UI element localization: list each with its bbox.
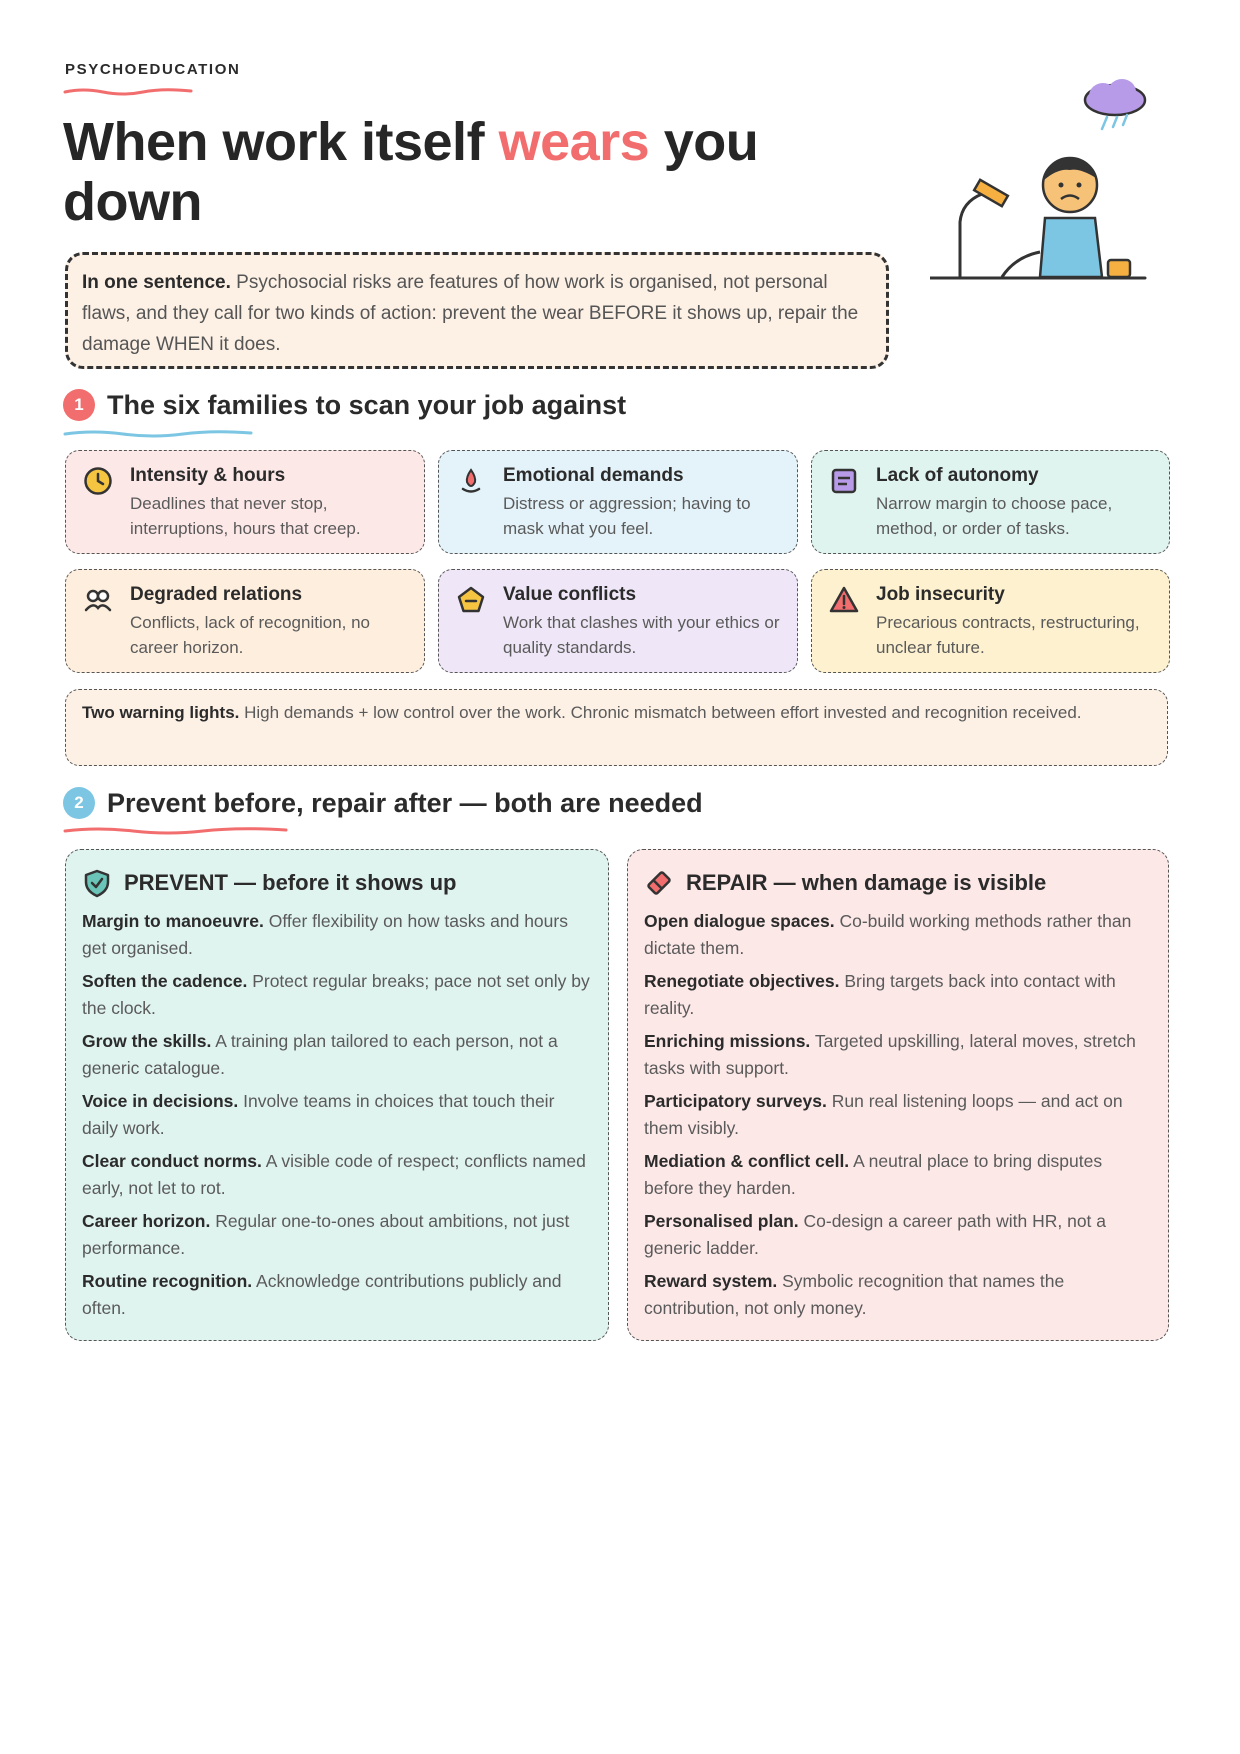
card-title: Emotional demands <box>503 465 684 486</box>
section-1-number: 1 <box>63 389 95 421</box>
repair-item: Mediation & conflict cell. A neutral place to bring disputes before they harden. <box>644 1151 1103 1198</box>
warning-lead: Two warning lights. <box>82 703 240 722</box>
card-title: Value conflicts <box>503 584 637 605</box>
repair-panel-header <box>644 868 1152 898</box>
card-title: Job insecurity <box>876 584 1005 605</box>
eyebrow-label: PSYCHOEDUCATION <box>65 61 241 78</box>
family-card-intensity <box>65 450 425 554</box>
mask-icon <box>455 465 487 497</box>
card-title: Degraded relations <box>130 584 303 605</box>
clock-icon <box>82 465 114 497</box>
section-2-number: 2 <box>63 787 95 819</box>
summary-text: Psychosocial risks are features of how work is organised, not personal flaws, and they call for two kinds of action: prevent the wear BEFORE it shows up, repair the damage WHEN it does. <box>82 272 859 355</box>
person-figure <box>1040 158 1102 277</box>
card-body: Narrow margin to choose pace, method, or order of tasks. <box>876 494 1113 538</box>
card-body: Work that clashes with your ethics or quality standards. <box>503 613 780 657</box>
page-title <box>63 112 883 232</box>
repair-item: Reward system. Symbolic recognition that names the contribution, not only money. <box>644 1271 1065 1318</box>
family-card-values <box>438 569 798 673</box>
summary-box <box>65 252 889 369</box>
summary-lead: In one sentence. <box>82 272 231 293</box>
repair-item: Renegotiate objectives. Bring targets back into contact with reality. <box>644 971 1116 1018</box>
repair-item: Personalised plan. Co-design a career path with HR, not a generic ladder. <box>644 1211 1107 1258</box>
section-2-title: Prevent before, repair after — both are needed <box>107 787 703 818</box>
card-body: Distress or aggression; having to mask what you feel. <box>503 494 751 538</box>
rain-cloud-icon <box>1085 79 1145 129</box>
family-card-autonomy <box>811 450 1170 554</box>
desk-lamp-icon <box>960 180 1008 277</box>
repair-item: Open dialogue spaces. Co-build working methods rather than dictate them. <box>644 911 1132 958</box>
repair-item: Participatory surveys. Run real listening loops — and act on them visibly. <box>644 1091 1123 1138</box>
section-2-heading <box>63 787 703 819</box>
repair-item: Enriching missions. Targeted upskilling, lateral moves, stretch tasks with support. <box>644 1031 1136 1078</box>
prevent-item: Soften the cadence. Protect regular breaks; pace not set only by the clock. <box>82 971 590 1018</box>
section-1-title: The six families to scan your job against <box>107 389 627 420</box>
clipboard-icon <box>828 465 860 497</box>
prevent-item: Routine recognition. Acknowledge contributions publicly and often. <box>82 1271 562 1318</box>
people-icon <box>82 584 114 616</box>
eyebrow-underline <box>63 87 193 97</box>
card-body: Conflicts, lack of recognition, no career horizon. <box>130 613 371 657</box>
prevent-item: Voice in decisions. Involve teams in choices that touch their daily work. <box>82 1091 555 1138</box>
section-1-underline <box>63 429 253 439</box>
prevent-item: Grow the skills. A training plan tailored to each person, not a generic catalogue. <box>82 1031 558 1078</box>
card-title: Lack of autonomy <box>876 465 1039 486</box>
stressed-worker-illustration <box>930 72 1160 292</box>
title-part-2: you down <box>63 112 759 232</box>
family-card-emotional <box>438 450 798 554</box>
prevent-panel <box>65 849 609 1341</box>
family-card-insecurity <box>811 569 1170 673</box>
title-accent: wears <box>498 112 650 172</box>
repair-panel <box>627 849 1169 1341</box>
card-body: Precarious contracts, restructuring, unclear future. <box>876 613 1140 657</box>
family-card-relations <box>65 569 425 673</box>
warning-text: High demands + low control over the work. Chronic mismatch between effort invested and recognition received. <box>239 703 1082 722</box>
shield-check-icon <box>82 868 112 898</box>
prevent-panel-header <box>82 868 592 898</box>
card-body: Deadlines that never stop, interruptions, hours that creep. <box>130 494 361 538</box>
warning-icon <box>828 584 860 616</box>
card-title: Intensity & hours <box>130 465 286 486</box>
repair-panel-title: REPAIR — when damage is visible <box>686 870 1047 895</box>
prevent-item: Career horizon. Regular one-to-ones about ambitions, not just performance. <box>82 1211 570 1258</box>
pentagon-icon <box>455 584 487 616</box>
warning-lights-note <box>65 689 1168 766</box>
prevent-panel-title: PREVENT — before it shows up <box>124 870 457 895</box>
section-2-underline <box>63 826 288 836</box>
coffee-mug-icon <box>1108 260 1130 277</box>
section-1-heading <box>63 389 626 421</box>
prevent-item: Margin to manoeuvre. Offer flexibility on how tasks and hours get organised. <box>82 911 568 958</box>
eraser-icon <box>644 868 674 898</box>
prevent-item: Clear conduct norms. A visible code of respect; conflicts named early, not let to rot. <box>82 1151 586 1198</box>
title-part-1: When work itself <box>63 112 499 172</box>
